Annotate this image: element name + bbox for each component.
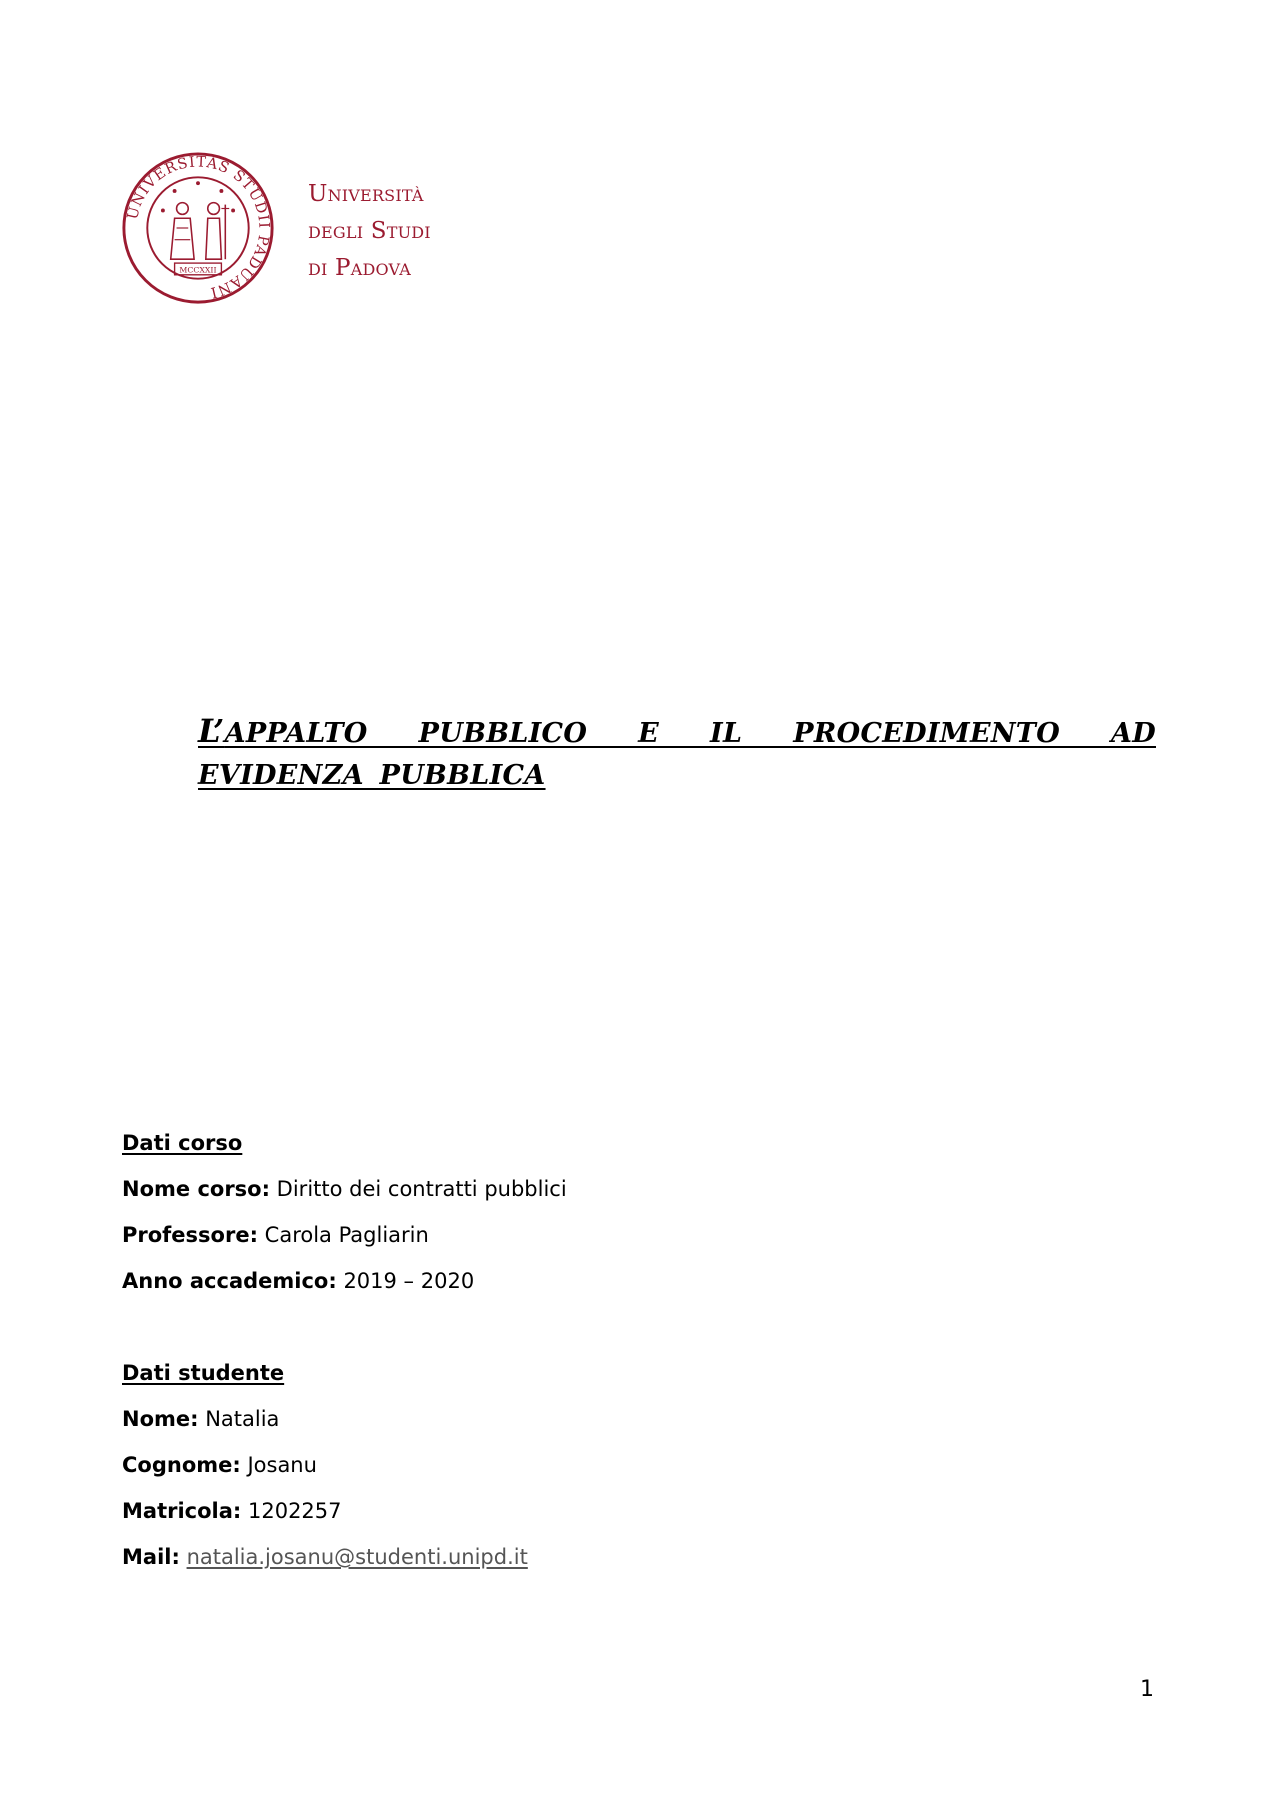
last-name-value: Josanu [240, 1453, 317, 1477]
academic-year-row [122, 1269, 474, 1293]
student-heading-text: Dati studente [122, 1361, 285, 1385]
mail-row [122, 1545, 528, 1569]
course-name-value: Diritto dei contratti pubblici [270, 1177, 567, 1201]
university-name-line-2: degli Studi [308, 218, 431, 244]
student-last-name-row [122, 1453, 317, 1477]
university-name [308, 176, 431, 287]
first-name-label: Nome: [122, 1407, 199, 1431]
first-name-value: Natalia [198, 1407, 280, 1431]
document-title [198, 710, 1156, 797]
matricola-label: Matricola: [122, 1499, 242, 1523]
mail-label: Mail: [122, 1545, 180, 1569]
university-name-line-1: Università [308, 181, 424, 207]
seal-ring-text: UNIVERSITAS STUDII PADUANI [124, 153, 273, 302]
title-text: APPALTO PUBBLICO E IL PROCEDIMENTO AD EVIDENZA PUBBLICA [198, 718, 1156, 791]
matricola-value: 1202257 [241, 1499, 342, 1523]
course-heading [122, 1131, 242, 1155]
university-logo [120, 150, 480, 310]
university-name-line-3: di Padova [308, 255, 411, 281]
course-heading-text: Dati corso [122, 1131, 243, 1155]
professor-label: Professore: [122, 1223, 258, 1247]
academic-year-value: 2019 – 2020 [336, 1269, 475, 1293]
student-heading [122, 1361, 284, 1385]
title-initial: L’ [198, 712, 225, 750]
academic-year-label: Anno accademico: [122, 1269, 337, 1293]
mail-link[interactable]: natalia.josanu@studenti.unipd.it [186, 1545, 528, 1569]
professor-row [122, 1223, 429, 1247]
last-name-label: Cognome: [122, 1453, 241, 1477]
page-number: 1 [1140, 1677, 1154, 1702]
university-seal-icon [120, 150, 276, 306]
seal-date: MCCXXII [179, 265, 217, 275]
professor-value: Carola Pagliarin [257, 1223, 429, 1247]
matricola-row [122, 1499, 342, 1523]
student-first-name-row [122, 1407, 279, 1431]
course-name-row [122, 1177, 567, 1201]
course-name-label: Nome corso: [122, 1177, 270, 1201]
